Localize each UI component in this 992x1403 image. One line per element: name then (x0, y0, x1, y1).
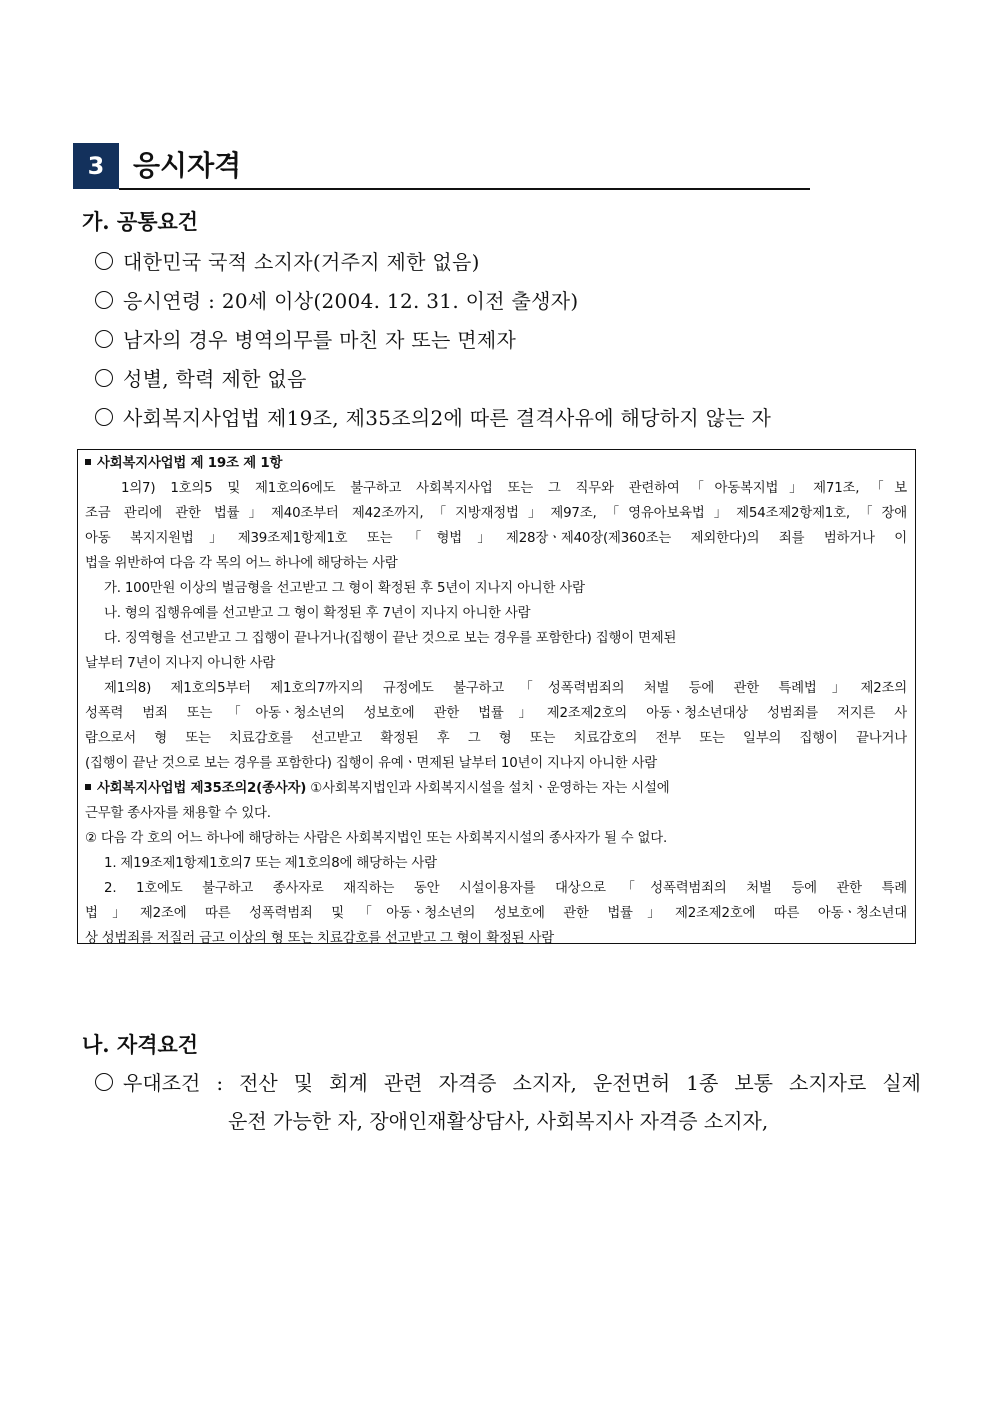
square-bullet-icon (85, 459, 91, 465)
qualification-line-1: 우대조건 : 전산 및 회계 관련 자격증 소지자, 운전면허 1종 보통 소지자로 실제 (123, 1071, 921, 1095)
section-underline (119, 188, 810, 190)
law-text-line: 성폭력 범죄 또는「아동ㆍ청소년의 성보호에 관한 법률」제2조제2호의 아동ㆍ청소년대상 성범죄를 저지른 사 (85, 706, 907, 721)
law19-heading: 사회복지사업법 제 19조 제 1항 (97, 456, 283, 471)
law-text-line: 아동 복지지원법」제39조제1항제1호 또는「형법」제28장ㆍ제40장(제360조는 제외한다)의 죄를 범하거나 이 (85, 531, 907, 546)
law-text-line: 가. 100만원 이상의 벌금형을 선고받고 그 형이 확정된 후 5년이 지나지 아니한 사람 (104, 581, 585, 596)
common-item (95, 285, 579, 314)
law-excerpt-box (77, 449, 916, 944)
law-text-line: (집행이 끝난 것으로 보는 경우를 포함한다) 집행이 유예ㆍ면제된 날부터 10년이 지나지 아니한 사람 (85, 756, 658, 771)
law-text-line: 근무할 종사자를 채용할 수 있다. (85, 806, 271, 821)
law-text-line: 법을 위반하여 다음 각 목의 어느 하나에 해당하는 사람 (85, 556, 398, 571)
common-item (95, 246, 480, 275)
law-text-line: 날부터 7년이 지나지 아니한 사람 (85, 656, 276, 671)
circle-bullet-icon (95, 291, 113, 309)
common-item (95, 402, 771, 431)
circle-bullet-icon (95, 369, 113, 387)
law-text-line: 상 성범죄를 저질러 금고 이상의 형 또는 치료감호를 선고받고 그 형이 확정된 사람 (85, 931, 554, 946)
law-text-line: 나. 형의 집행유예를 선고받고 그 형이 확정된 후 7년이 지나지 아니한 사람 (104, 606, 531, 621)
law19-heading-line (85, 451, 907, 476)
common-item-text: 응시연령 : 20세 이상(2004. 12. 31. 이전 출생자) (123, 289, 579, 313)
section-number-badge: 3 (73, 143, 119, 189)
square-bullet-icon (85, 784, 91, 790)
law-text-line: 법」제2조에 따른 성폭력범죄 및「아동ㆍ청소년의 성보호에 관한 법률」제2조제2호에 따른 아동ㆍ청소년대 (85, 906, 907, 921)
common-item-text: 대한민국 국적 소지자(거주지 제한 없음) (123, 250, 480, 274)
law-text-line: 다. 징역형을 선고받고 그 집행이 끝나거나(집행이 끝난 것으로 보는 경우를 포함한다) 집행이 면제된 (104, 631, 677, 646)
qualification-item (95, 1065, 921, 1139)
common-item-text: 사회복지사업법 제19조, 제35조의2에 따른 결격사유에 해당하지 않는 자 (123, 406, 772, 430)
law-text-line: ② 다음 각 호의 어느 하나에 해당하는 사람은 사회복지법인 또는 사회복지시설의 종사자가 될 수 없다. (85, 831, 668, 846)
circle-bullet-icon (95, 252, 113, 270)
law-text-line: ①사회복지법인과 사회복지시설을 설치ㆍ운영하는 자는 시설에 (310, 781, 670, 796)
section-header (73, 143, 810, 190)
law-text-line: 조금 관리에 관한 법률」제40조부터 제42조까지,「지방재정법」제97조,「영유아보육법」제54조제2항제1호,「장애 (85, 506, 907, 521)
law-text-line: 람으로서 형 또는 치료감호를 선고받고 확정된 후 그 형 또는 치료감호의 전부 또는 일부의 집행이 끝나거나 (85, 731, 907, 746)
common-item-text: 남자의 경우 병역의무를 마친 자 또는 면제자 (123, 328, 517, 352)
qualification-line-2: 운전 가능한 자, 장애인재활상담사, 사회복지사 자격증 소지자, (228, 1109, 769, 1133)
circle-bullet-icon (95, 1073, 113, 1091)
law-text-line: 2. 1호에도 불구하고 종사자로 재직하는 동안 시설이용자를 대상으로「성폭력범죄의 처벌 등에 관한 특례 (104, 881, 907, 896)
qualification-line (95, 1065, 921, 1101)
circle-bullet-icon (95, 330, 113, 348)
common-item (95, 324, 516, 353)
law-text-line: 제1의8) 제1호의5부터 제1호의7까지의 규정에도 불구하고「성폭력범죄의 처벌 등에 관한 특례법」제2조의 (104, 681, 907, 696)
circle-bullet-icon (95, 408, 113, 426)
qualification-heading: 나. 자격요건 (82, 1032, 199, 1057)
law35-heading: 사회복지사업법 제35조의2(종사자) (97, 781, 307, 796)
law-text-line: 1. 제19조제1항제1호의7 또는 제1호의8에 해당하는 사람 (104, 856, 437, 871)
common-item (95, 363, 307, 392)
law-text-line: 1의7) 1호의5 및 제1호의6에도 불구하고 사회복지사업 또는 그 직무와 관련하여「아동복지법」제71조,「보 (121, 481, 907, 496)
section-title: 응시자격 (133, 149, 242, 182)
common-requirements-heading: 가. 공통요건 (82, 209, 199, 234)
common-item-text: 성별, 학력 제한 없음 (123, 367, 307, 391)
law35-heading-line (85, 776, 907, 801)
